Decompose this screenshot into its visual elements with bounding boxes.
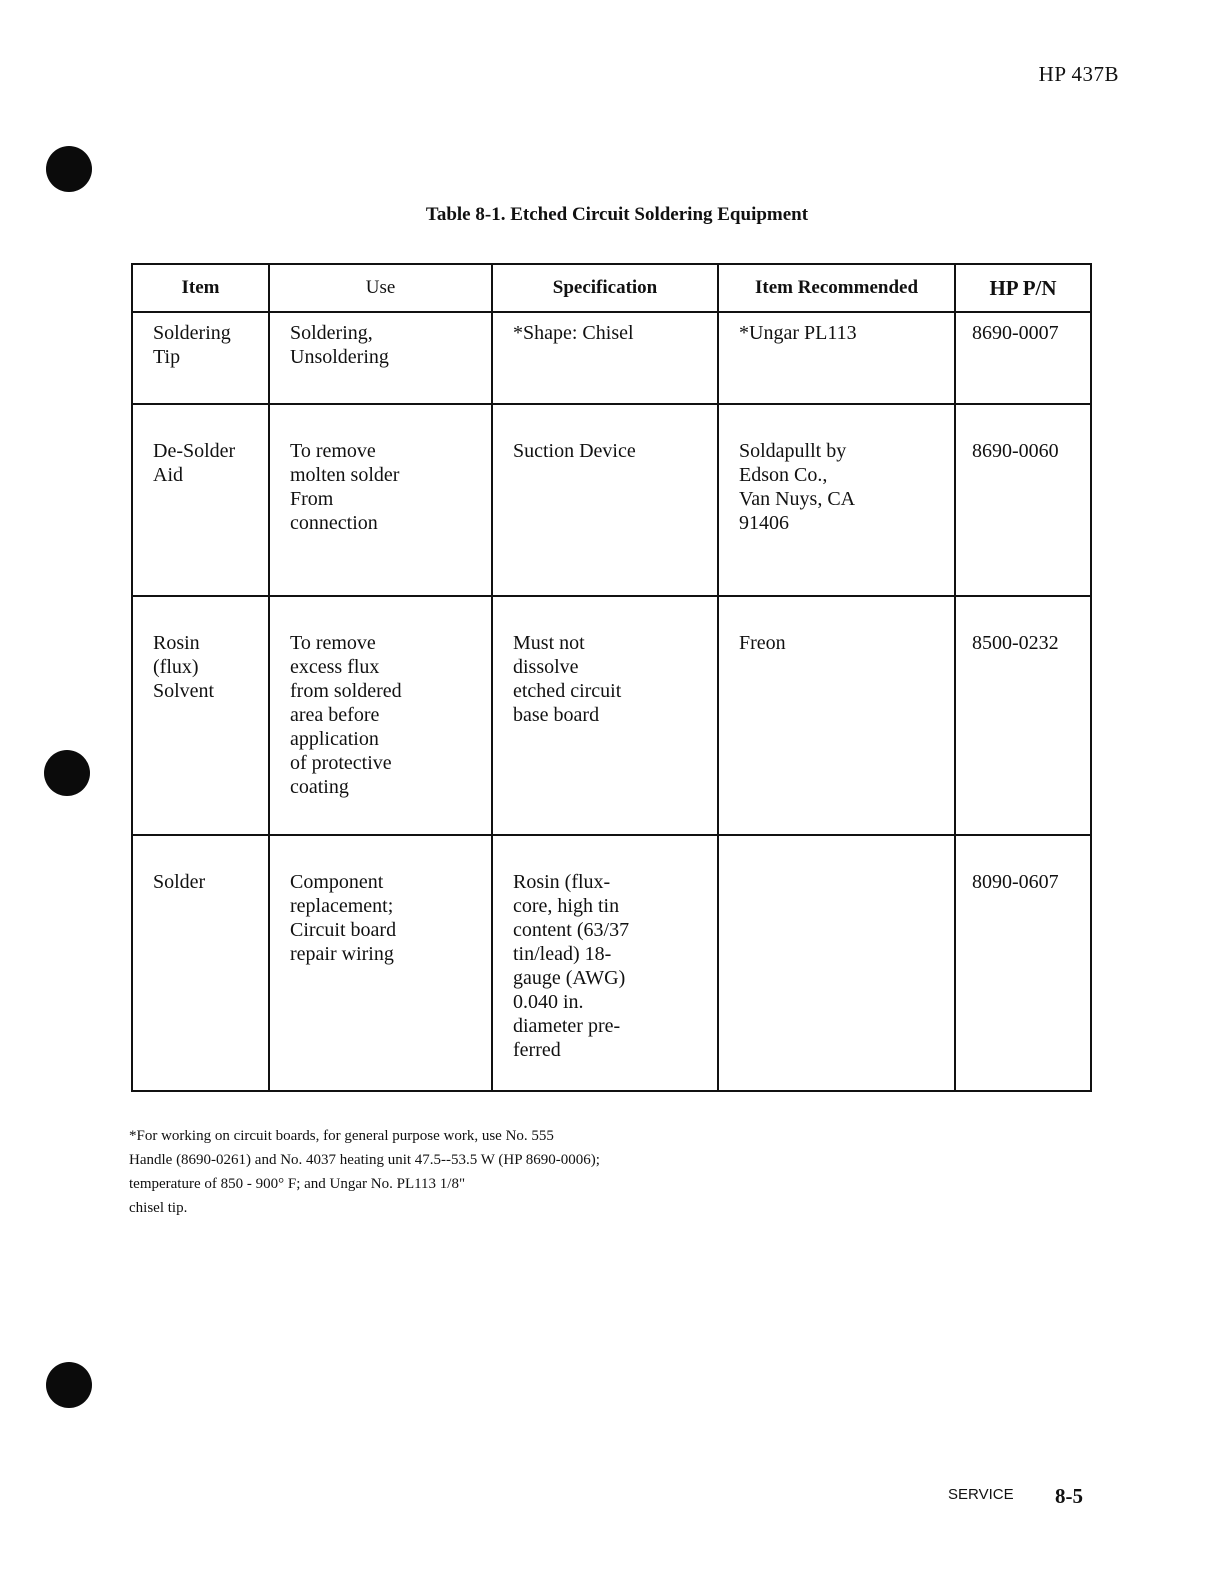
column-header-item-recommended: Item Recommended [718, 264, 955, 312]
table-row [132, 312, 1091, 404]
cell-specification: Must not dissolve etched circuit base board [492, 596, 718, 835]
cell-part-number: 8690-0060 [955, 404, 1091, 596]
document-id: HP 437B [1038, 62, 1119, 86]
cell-item: Solder [132, 835, 269, 1091]
cell-recommended: Soldapullt by Edson Co., Van Nuys, CA 91406 [718, 404, 955, 596]
cell-use: To remove excess flux from soldered area before application of protective coating [269, 596, 492, 835]
cell-item: Rosin (flux) Solvent [132, 596, 269, 835]
column-header-item: Item [132, 264, 269, 312]
table-row [132, 404, 1091, 596]
cell-recommended: Freon [718, 596, 955, 835]
cell-item: De-Solder Aid [132, 404, 269, 596]
footer-section-label: SERVICE [948, 1486, 1014, 1503]
cell-part-number: 8690-0007 [955, 312, 1091, 404]
table-header-row [132, 264, 1091, 312]
table-title: Table 8-1. Etched Circuit Soldering Equipment [425, 204, 809, 225]
cell-item: Soldering Tip [132, 312, 269, 404]
column-header-use: Use [269, 264, 492, 312]
cell-part-number: 8090-0607 [955, 835, 1091, 1091]
cell-use: Soldering, Unsoldering [269, 312, 492, 404]
cell-specification: *Shape: Chisel [492, 312, 718, 404]
cell-use: To remove molten solder From connection [269, 404, 492, 596]
cell-specification: Rosin (flux- core, high tin content (63/37 tin/lead) 18- gauge (AWG) 0.040 in. diameter pre- ferred [492, 835, 718, 1091]
table-row [132, 596, 1091, 835]
cell-recommended [718, 835, 955, 1091]
column-header-specification: Specification [492, 264, 718, 312]
punch-hole-middle [44, 750, 90, 796]
cell-part-number: 8500-0232 [955, 596, 1091, 835]
cell-specification: Suction Device [492, 404, 718, 596]
cell-use: Component replacement; Circuit board repair wiring [269, 835, 492, 1091]
cell-recommended: *Ungar PL113 [718, 312, 955, 404]
punch-hole-top [46, 146, 92, 192]
punch-hole-bottom [46, 1362, 92, 1408]
soldering-equipment-table [131, 263, 1092, 1092]
page-number: 8-5 [1055, 1484, 1083, 1508]
column-header-hp-pn: HP P/N [955, 264, 1091, 312]
table-row [132, 835, 1091, 1091]
table-footnote: *For working on circuit boards, for general purpose work, use No. 555 Handle (8690-0261) and No. 4037 heating unit 47.5--53.5 W (HP 8690-0006); temperature of 850 - 900° F; and Ungar No. PL113 1/8" chisel tip. [129, 1128, 600, 1216]
